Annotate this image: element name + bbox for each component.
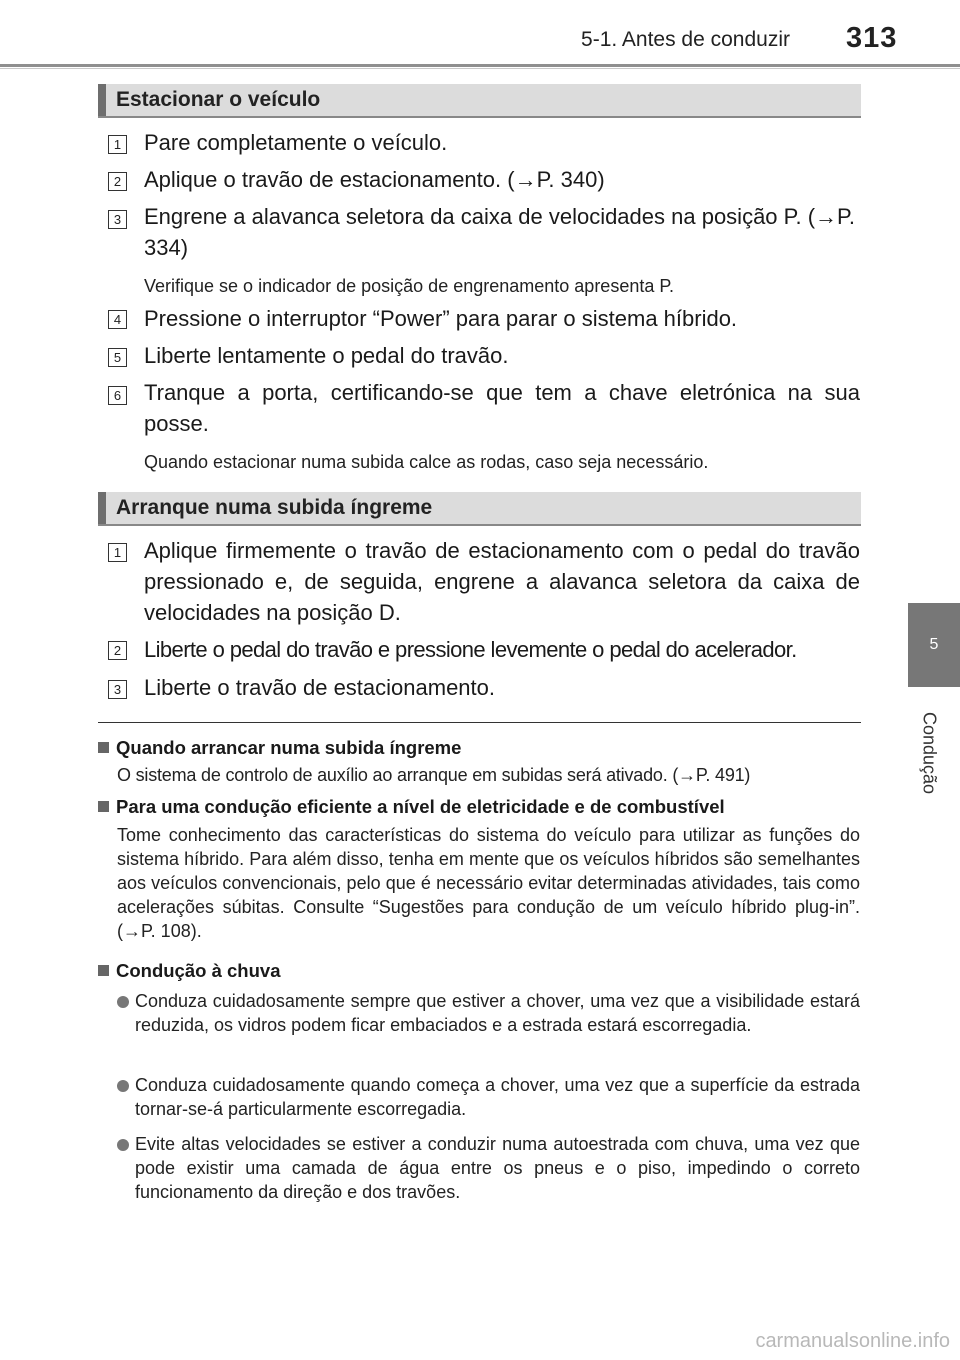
header-rule-thin xyxy=(0,68,960,69)
step-number: 4 xyxy=(108,310,127,329)
step-number: 1 xyxy=(108,543,127,562)
parking-step-6: Tranque a porta, certificando-se que tem a chave eletrónica na sua posse. xyxy=(144,380,860,436)
chapter-tab[interactable]: 5 xyxy=(908,603,960,687)
hill-start-step-2: Liberte o pedal do travão e pressione levemente o pedal do acelerador. xyxy=(144,637,797,662)
chapter-side-label-text: Condução xyxy=(919,711,940,795)
chapter-side-label xyxy=(904,698,954,808)
parking-step-3-note: Verifique se o indicador de posição de engrenamento apresenta P. xyxy=(144,276,675,296)
square-bullet-icon xyxy=(98,965,109,976)
parking-step-5: Liberte lentamente o pedal do travão. xyxy=(144,343,509,368)
round-bullet-icon xyxy=(117,1139,129,1151)
parking-step-3: Engrene a alavanca seletora da caixa de velocidades na posição P. (→P. 334) xyxy=(144,204,855,260)
square-bullet-icon xyxy=(98,742,109,753)
section-header-parking xyxy=(98,84,861,118)
rain-bullet-3: Evite altas velocidades se estiver a conduzir numa autoestrada com chuva, uma vez que pode existir uma camada de água entre os pneus e o piso, impedindo o correto funcionamento da direção e dos travões. xyxy=(135,1134,860,1202)
section-divider xyxy=(98,722,861,723)
page-number: 313 xyxy=(846,22,898,54)
step-number: 5 xyxy=(108,348,127,367)
round-bullet-icon xyxy=(117,996,129,1008)
parking-step-6-note: Quando estacionar numa subida calce as rodas, caso seja necessário. xyxy=(144,452,709,472)
step-number: 3 xyxy=(108,210,127,229)
parking-step-1: Pare completamente o veículo. xyxy=(144,130,448,155)
step-number: 2 xyxy=(108,641,127,660)
rain-bullet-2: Conduza cuidadosamente quando começa a chover, uma vez que a superfície da estrada tornar-se-á particularmente escorregadia. xyxy=(135,1075,860,1119)
section-header-title: Estacionar o veículo xyxy=(116,88,321,111)
section-header-bar xyxy=(98,492,106,524)
info-heading xyxy=(98,796,725,818)
info-heading xyxy=(98,737,461,759)
info-text: Tome conhecimento das características do sistema do veículo para utilizar as funções do sistema híbrido. Para além disso, tenha em mente que os veículos híbridos são semelhantes aos veículos convencionais, pelo que é necessário evitar determinadas atividades, tais como acelerações súbitas. Consulte “Sugestões para condução de um veículo híbrido plug-in”. (→P. 108). xyxy=(117,825,860,941)
step-number: 3 xyxy=(108,680,127,699)
square-bullet-icon xyxy=(98,801,109,812)
info-heading xyxy=(98,960,280,982)
hill-start-step-3: Liberte o travão de estacionamento. xyxy=(144,675,496,700)
info-text: O sistema de controlo de auxílio ao arranque em subidas será ativado. (→P. 491) xyxy=(117,765,751,785)
section-header-bar xyxy=(98,84,106,116)
parking-step-2: Aplique o travão de estacionamento. (→P. 340) xyxy=(144,167,605,192)
section-header-hill-start xyxy=(98,492,861,526)
info-heading-text: Para uma condução eficiente a nível de eletricidade e de combustível xyxy=(116,796,725,817)
step-number: 1 xyxy=(108,135,127,154)
hill-start-step-1: Aplique firmemente o travão de estacionamento com o pedal do travão pressionado e, de seguida, engrene a alavanca seletora da caixa de velocidades na posição D. xyxy=(144,538,860,625)
rain-bullet-1: Conduza cuidadosamente sempre que estiver a chover, uma vez que a visibilidade estará reduzida, os vidros podem ficar embaciados e a estrada estará escorregadia. xyxy=(135,991,860,1035)
section-header-title: Arranque numa subida íngreme xyxy=(116,496,433,519)
watermark: carmanualsonline.info xyxy=(755,1330,950,1352)
section-title: 5-1. Antes de conduzir xyxy=(581,28,790,51)
round-bullet-icon xyxy=(117,1080,129,1092)
step-number: 6 xyxy=(108,386,127,405)
parking-step-4: Pressione o interruptor “Power” para parar o sistema híbrido. xyxy=(144,306,738,331)
info-heading-text: Quando arrancar numa subida íngreme xyxy=(116,737,462,758)
step-number: 2 xyxy=(108,172,127,191)
info-heading-text: Condução à chuva xyxy=(116,960,281,981)
header-rule xyxy=(0,64,960,67)
